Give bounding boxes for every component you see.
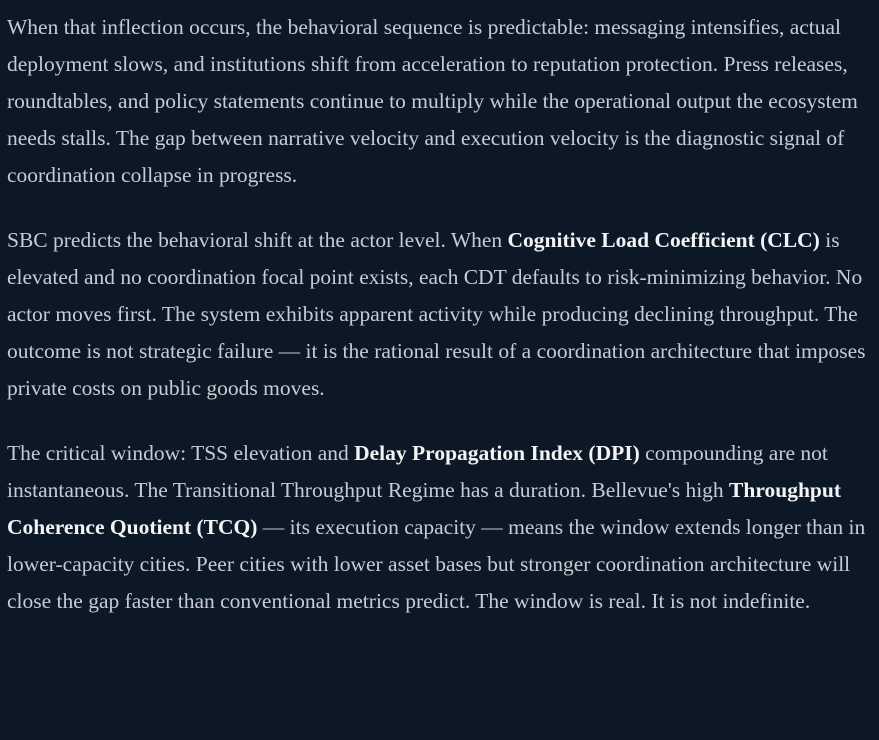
term-tcq: Throughput Coherence Quotient (TCQ) xyxy=(7,478,841,539)
paragraph-2 xyxy=(7,222,873,407)
paragraph-1-text: When that inflection occurs, the behavioral sequence is predictable: messaging intensifies, actual deployment slows, and institutions shift from acceleration to reputation protection. Press releases, roundtables, and policy statements continue to multiply while the operational output the ecosystem needs stalls. The gap between narrative velocity and execution velocity is the diagnostic signal of coordination collapse in progress. xyxy=(7,15,858,187)
paragraph-3 xyxy=(7,435,873,620)
paragraph-3-text-end: — its execution capacity — means the window extends longer than in lower-capacity cities. Peer cities with lower asset bases but stronger coordination architecture will close the gap faster than conventional metrics predict. The window is real. It is not indefinite. xyxy=(7,515,866,613)
paragraph-1 xyxy=(7,9,873,194)
paragraph-2-text-end: is elevated and no coordination focal point exists, each CDT defaults to risk-minimizing behavior. No actor moves first. The system exhibits apparent activity while producing declining throughput. The outcome is not strategic failure — it is the rational result of a coordination architecture that imposes private costs on public goods moves. xyxy=(7,228,866,400)
term-dpi: Delay Propagation Index (DPI) xyxy=(354,441,640,465)
article-body xyxy=(7,9,873,648)
term-clc: Cognitive Load Coefficient (CLC) xyxy=(507,228,820,252)
paragraph-2-text-start: SBC predicts the behavioral shift at the actor level. When xyxy=(7,228,508,252)
paragraph-3-text-start: The critical window: TSS elevation and xyxy=(7,441,355,465)
paragraph-3-text-middle: compounding are not instantaneous. The Transitional Throughput Regime has a duration. Bellevue's high xyxy=(7,441,828,502)
